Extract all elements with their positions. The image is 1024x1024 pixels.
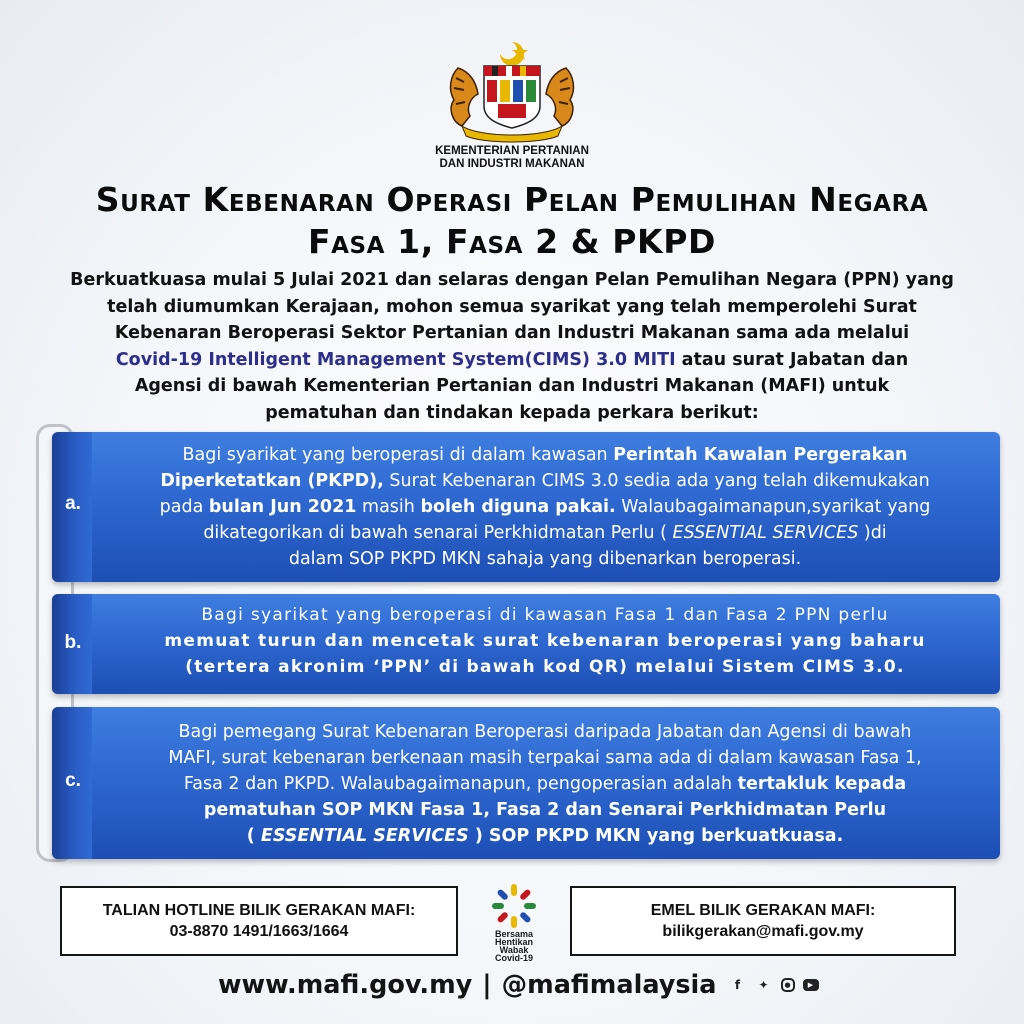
intro-line: Kebenaran Beroperasi Sektor Pertanian dan Industri Makanan sama ada melalui bbox=[114, 323, 910, 343]
campaign-text: Wabak bbox=[499, 945, 529, 955]
email-box bbox=[570, 886, 956, 956]
document-subtitle: Fasa 1, Fasa 2 & PKPD bbox=[307, 222, 717, 261]
coat-of-arms-logo bbox=[440, 38, 584, 146]
intro-line: Berkuatkuasa mulai 5 Julai 2021 dan selaras dengan Pelan Pemulihan Negara (PPN) yang bbox=[70, 270, 954, 290]
text-run: Fasa 2 dan PKPD. Walaubagaimanapun, pengoperasian adalah bbox=[183, 774, 738, 794]
item-text bbox=[94, 442, 996, 572]
text-bold: Perintah Kawalan Pergerakan bbox=[613, 445, 908, 465]
text-bold: (tertera akronim ‘PPN’ di bawah kod QR) melalui Sistem CIMS 3.0. bbox=[185, 657, 905, 677]
text-run: dikategorikan di bawah senarai Perkhidmatan Perlu ( bbox=[203, 523, 673, 543]
text-run: Bagi syarikat yang beroperasi di dalam kawasan bbox=[182, 445, 614, 465]
footer bbox=[218, 965, 819, 1005]
text-bold: ( bbox=[246, 826, 261, 846]
ministry-name-line2: DAN INDUSTRI MAKANAN bbox=[439, 158, 585, 170]
text-run: Walaubagaimanapun,syarikat yang bbox=[615, 497, 931, 517]
text-italic: ESSENTIAL SERVICES bbox=[672, 523, 859, 543]
intro-line: telah diumumkan Kerajaan, mohon semua syarikat yang telah memperolehi Surat bbox=[107, 296, 917, 317]
item-text bbox=[94, 602, 996, 680]
document-title: Surat Kebenaran Operasi Pelan Pemulihan Negara bbox=[95, 180, 929, 219]
text-run: Bagi syarikat yang beroperasi di kawasan Fasa 1 dan Fasa 2 PPN perlu bbox=[201, 605, 889, 625]
intro-paragraph bbox=[20, 267, 1004, 426]
text-bold: tertakluk kepada bbox=[737, 774, 907, 794]
campaign-text: Bersama bbox=[494, 929, 534, 939]
item-letter: a. bbox=[65, 493, 81, 514]
text-run: Bagi pemegang Surat Kebenaran Beroperasi daripada Jabatan dan Agensi di bawah bbox=[178, 722, 912, 742]
footer-separator: | bbox=[482, 970, 492, 1000]
email-address[interactable]: bilikgerakan@mafi.gov.my bbox=[662, 923, 864, 940]
text-run: masih bbox=[356, 497, 421, 517]
campaign-text: Hentikan bbox=[494, 937, 533, 947]
hotline-number[interactable]: 03-8870 1491/1663/1664 bbox=[169, 923, 349, 940]
intro-line-rest: atau surat Jabatan dan bbox=[675, 349, 909, 370]
campaign-logo bbox=[476, 882, 552, 964]
text-bold: ) SOP PKPD MKN yang berkuatkuasa. bbox=[468, 826, 844, 846]
hotline-box bbox=[60, 886, 458, 956]
social-handle[interactable]: @mafimalaysia bbox=[501, 970, 717, 1000]
facebook-icon[interactable]: f bbox=[734, 978, 741, 992]
email-label: EMEL BILIK GERAKAN MAFI: bbox=[650, 902, 876, 919]
item-letter: c. bbox=[65, 770, 81, 791]
text-bold: boleh diguna pakai. bbox=[420, 497, 616, 517]
twitter-icon[interactable]: ✦ bbox=[758, 978, 769, 992]
text-bold: pematuhan SOP MKN Fasa 1, Fasa 2 dan Senarai Perkhidmatan Perlu bbox=[203, 800, 887, 820]
hotline-label: TALIAN HOTLINE BILIK GERAKAN MAFI: bbox=[102, 902, 416, 919]
item-panel-a bbox=[52, 432, 1000, 582]
text-run: MAFI, surat kebenaran berkenaan masih terpakai sama ada di dalam kawasan Fasa 1, bbox=[168, 748, 922, 768]
cims-system-highlight: Covid-19 Intelligent Management System(CIMS) 3.0 MITI bbox=[115, 349, 676, 370]
text-run: pada bbox=[159, 497, 209, 517]
social-icons bbox=[729, 976, 819, 994]
text-run: dalam SOP PKPD MKN sahaja yang dibenarkan beroperasi. bbox=[288, 549, 802, 569]
intro-line bbox=[20, 347, 1004, 374]
youtube-icon[interactable]: ▶ bbox=[803, 979, 819, 991]
campaign-burst-icon bbox=[476, 882, 552, 930]
item-panel-c bbox=[52, 707, 1000, 859]
text-bold: Diperketatkan (PKPD), bbox=[160, 471, 384, 491]
website-link[interactable]: www.mafi.gov.my bbox=[218, 970, 473, 1000]
text-italic: ESSENTIAL SERVICES bbox=[260, 826, 469, 846]
text-run: Surat Kebenaran CIMS 3.0 sedia ada yang telah dikemukakan bbox=[383, 471, 930, 491]
item-panel-b bbox=[52, 594, 1000, 694]
intro-line: pematuhan dan tindakan kepada perkara berikut: bbox=[265, 402, 759, 423]
campaign-text: Covid-19 bbox=[494, 953, 533, 963]
item-letter: b. bbox=[64, 632, 82, 653]
instagram-icon[interactable]: ● bbox=[781, 978, 795, 992]
text-bold: bulan Jun 2021 bbox=[208, 497, 357, 517]
item-text bbox=[94, 719, 996, 849]
text-bold: memuat turun dan mencetak surat kebenaran beroperasi yang baharu bbox=[164, 631, 926, 651]
intro-line: Agensi di bawah Kementerian Pertanian dan Industri Makanan (MAFI) untuk bbox=[134, 376, 890, 396]
text-run: )di bbox=[858, 523, 887, 543]
ministry-name-line1: KEMENTERIAN PERTANIAN bbox=[435, 145, 589, 157]
